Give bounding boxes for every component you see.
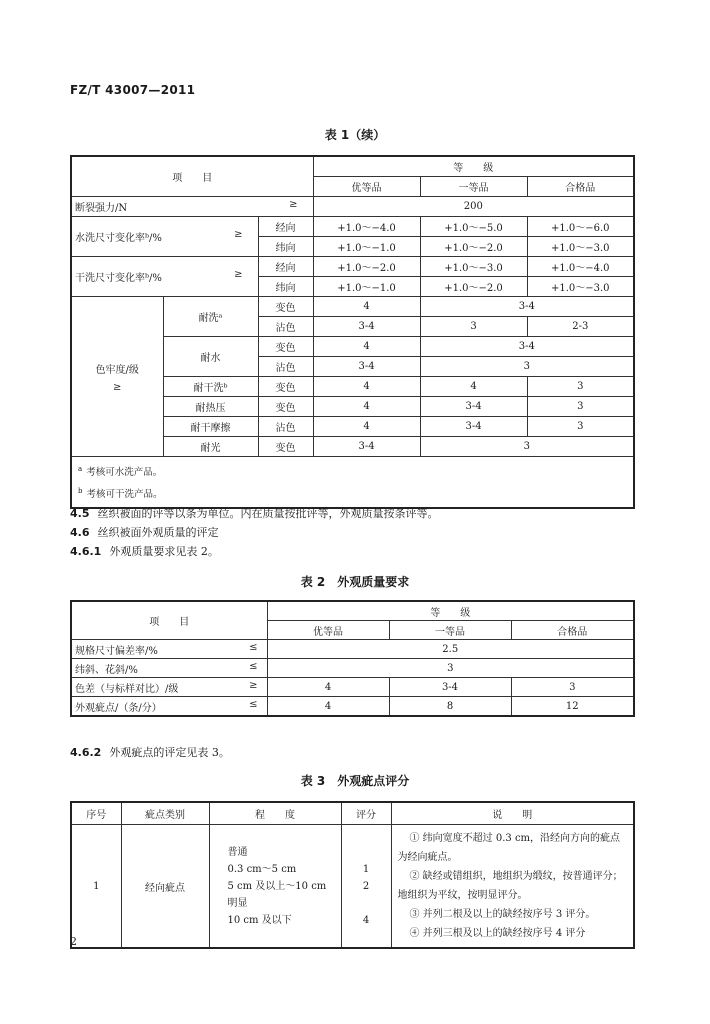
wash-fade-type: 变色 — [258, 297, 313, 317]
table2-grade-first: 一等品 — [389, 621, 511, 640]
table3-caption: 表 3 外观疵点评分 — [300, 774, 410, 788]
defect-row-category: 经向疵点 — [121, 825, 209, 949]
light-others: 3 — [420, 437, 634, 457]
dry-warp-first: +1.0～−3.0 — [420, 257, 527, 277]
color-diff-pass: 3 — [511, 678, 634, 697]
defect-row-scores: 1 2 4 — [341, 825, 391, 949]
water-weft-pass: +1.0～−3.0 — [527, 237, 634, 257]
table2-header-grade: 等 级 — [267, 601, 634, 621]
note-b: $^b$ 考核可干洗产品。 — [78, 487, 163, 501]
clause-4-6-2: 4.6.2 外观疵点的评定见表 3。 — [70, 746, 230, 759]
table2-header-item: 项 目 — [71, 601, 267, 640]
table1-caption: 表 1（续） — [324, 128, 386, 142]
dry-warp-pass: +1.0～−4.0 — [527, 257, 634, 277]
water-shrink-weft: 纬向 — [258, 237, 313, 257]
dry-shrink-label: 干洗尺寸变化率ᵇ/% ≥ — [71, 257, 258, 297]
dryclean-type: 变色 — [258, 377, 313, 397]
table3-header-category: 疵点类别 — [121, 802, 209, 825]
dryclean-fastness-label: 耐干洗ᵇ — [163, 377, 258, 397]
water-weft-first: +1.0～−2.0 — [420, 237, 527, 257]
table3-header-score: 评分 — [341, 802, 391, 825]
water-stain-top: 3-4 — [313, 357, 420, 377]
dryrub-fastness-label: 耐干摩擦 — [163, 417, 258, 437]
water-warp-first: +1.0～−5.0 — [420, 217, 527, 237]
wash-fade-top: 4 — [313, 297, 420, 317]
table3 — [70, 801, 635, 949]
wash-fastness-label: 耐洗ᵃ — [163, 297, 258, 337]
page-number: 2 — [70, 935, 77, 948]
dry-weft-first: +1.0～−2.0 — [420, 277, 527, 297]
defects-top: 4 — [267, 697, 389, 717]
table2-caption: 表 2 外观质量要求 — [300, 575, 410, 589]
water-stain-type: 沾色 — [258, 357, 313, 377]
breaking-strength-label: 断裂强力/N ≥ — [71, 197, 313, 217]
dryclean-top: 4 — [313, 377, 420, 397]
wash-stain-pass: 2-3 — [527, 317, 634, 337]
clause-4-6-1: 4.6.1 外观质量要求见表 2。 — [70, 545, 219, 558]
hotpress-top: 4 — [313, 397, 420, 417]
table1-header-grade: 等 级 — [313, 156, 634, 177]
water-fade-others: 3-4 — [420, 337, 634, 357]
hotpress-first: 3-4 — [420, 397, 527, 417]
hotpress-pass: 3 — [527, 397, 634, 417]
table1 — [70, 155, 635, 509]
dryrub-type: 沾色 — [258, 417, 313, 437]
table2 — [70, 600, 635, 717]
table3-header-severity: 程 度 — [209, 802, 341, 825]
dry-warp-top: +1.0～−2.0 — [313, 257, 420, 277]
hotpress-type: 变色 — [258, 397, 313, 417]
table1-grade-top: 优等品 — [313, 177, 420, 197]
clause-4-5: 4.5 丝织被面的评等以条为单位。内在质量按批评等，外观质量按条评等。 — [70, 507, 439, 520]
table1-notes — [71, 457, 634, 509]
dry-shrink-weft: 纬向 — [258, 277, 313, 297]
wash-stain-top: 3-4 — [313, 317, 420, 337]
note-a: $^a$ 考核可水洗产品。 — [78, 465, 163, 479]
size-deviation-label: 规格尺寸偏差率/% ≤ — [71, 640, 267, 659]
light-type: 变色 — [258, 437, 313, 457]
dryrub-first: 3-4 — [420, 417, 527, 437]
water-fade-top: 4 — [313, 337, 420, 357]
water-fastness-label: 耐水 — [163, 337, 258, 377]
defects-pass: 12 — [511, 697, 634, 717]
water-fade-type: 变色 — [258, 337, 313, 357]
table3-header-no: 序号 — [71, 802, 121, 825]
light-top: 3-4 — [313, 437, 420, 457]
defect-row-no: 1 — [71, 825, 121, 949]
clause-4-6: 4.6 丝织被面外观质量的评定 — [70, 526, 219, 539]
dry-weft-top: +1.0～−1.0 — [313, 277, 420, 297]
dry-shrink-warp: 经向 — [258, 257, 313, 277]
dry-weft-pass: +1.0～−3.0 — [527, 277, 634, 297]
hotpress-fastness-label: 耐热压 — [163, 397, 258, 417]
water-warp-top: +1.0～−4.0 — [313, 217, 420, 237]
dryrub-pass: 3 — [527, 417, 634, 437]
dryrub-top: 4 — [313, 417, 420, 437]
breaking-strength-value: 200 — [313, 197, 634, 217]
dryclean-pass: 3 — [527, 377, 634, 397]
dryclean-first: 4 — [420, 377, 527, 397]
table1-grade-pass: 合格品 — [527, 177, 634, 197]
color-diff-label: 色差（与标样对比）/级 ≥ — [71, 678, 267, 697]
size-deviation-value: 2.5 — [267, 640, 634, 659]
table3-header-explain: 说 明 — [391, 802, 634, 825]
standard-code: FZ/T 43007—2011 — [70, 83, 196, 97]
skew-label: 纬斜、花斜/% ≤ — [71, 659, 267, 678]
table1-grade-first: 一等品 — [420, 177, 527, 197]
defects-first: 8 — [389, 697, 511, 717]
wash-stain-first: 3 — [420, 317, 527, 337]
defects-label: 外观疵点/（条/分） ≤ — [71, 697, 267, 717]
water-weft-top: +1.0～−1.0 — [313, 237, 420, 257]
table1-header-item: 项 目 — [71, 156, 313, 197]
water-shrink-label: 水洗尺寸变化率ᵇ/% ≥ — [71, 217, 258, 257]
defect-row-severity: 普通 0.3 cm～5 cm 5 cm 及以上～10 cm 明显 10 cm 及以下 — [209, 825, 341, 949]
water-warp-pass: +1.0～−6.0 — [527, 217, 634, 237]
color-diff-top: 4 — [267, 678, 389, 697]
water-stain-others: 3 — [420, 357, 634, 377]
table2-grade-top: 优等品 — [267, 621, 389, 640]
table2-grade-pass: 合格品 — [511, 621, 634, 640]
wash-fade-others: 3-4 — [420, 297, 634, 317]
wash-stain-type: 沾色 — [258, 317, 313, 337]
water-shrink-warp: 经向 — [258, 217, 313, 237]
skew-value: 3 — [267, 659, 634, 678]
light-fastness-label: 耐光 — [163, 437, 258, 457]
color-diff-first: 3-4 — [389, 678, 511, 697]
color-fastness-label: 色牢度/级 ≥ — [71, 297, 163, 457]
defect-row-explain: ① 纬向宽度不超过 0.3 cm，沿经向方向的疵点为经向疵点。 ② 缺经或错组织，地组织为缎纹，按普通评分；地组织为平纹，按明显评分。 ③ 并列二根及以上的缺经按序号 3 评分。 ④ 并列三根及以上的缺经按序号 4 评分 — [391, 825, 634, 949]
